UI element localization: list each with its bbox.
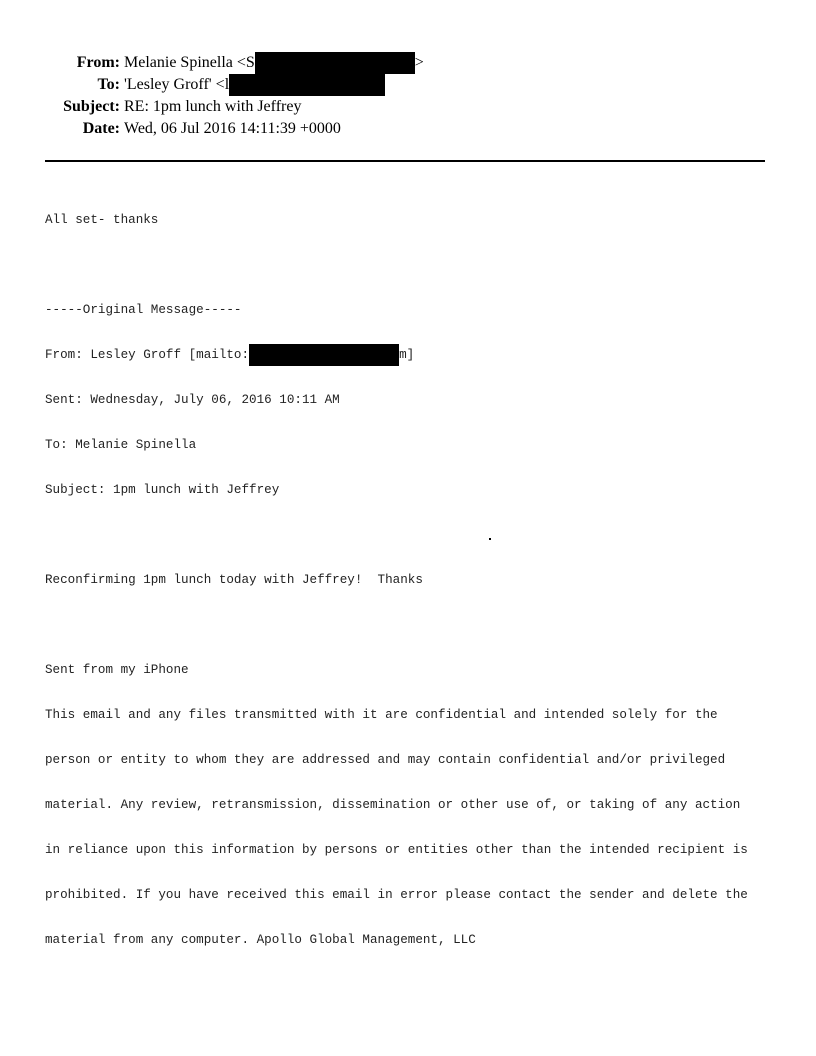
original-from-prefix: From: Lesley Groff [mailto: — [45, 348, 250, 362]
to-label: To: — [97, 76, 120, 93]
subject-row — [0, 96, 816, 118]
original-subject-line: Subject: 1pm lunch with Jeffrey — [45, 483, 280, 497]
subject-label: Subject: — [63, 98, 120, 115]
email-body — [45, 183, 785, 963]
date-row — [0, 118, 816, 140]
to-row — [0, 74, 816, 96]
disclaimer-line: person or entity to whom they are addressed and may contain confidential and/or privileged — [45, 753, 726, 767]
original-from-line — [45, 348, 785, 363]
disclaimer-line: prohibited. If you have received this email in error please contact the sender and delete the — [45, 888, 748, 902]
from-name: Melanie Spinella <S — [124, 54, 255, 71]
stray-dot-mark — [489, 538, 491, 540]
disclaimer-line: material from any computer. Apollo Global Management, LLC — [45, 933, 476, 947]
email-header — [0, 52, 816, 140]
spacer — [45, 618, 785, 633]
redaction-box — [255, 52, 415, 74]
to-value — [124, 74, 385, 96]
reply-text: All set- thanks — [45, 213, 159, 227]
redaction-box — [249, 344, 399, 366]
header-divider — [45, 160, 765, 162]
to-name: 'Lesley Groff' <l — [124, 76, 230, 93]
disclaimer-line: material. Any review, retransmission, dissemination or other use of, or taking of any action — [45, 798, 741, 812]
date-value: Wed, 06 Jul 2016 14:11:39 +0000 — [124, 120, 341, 137]
spacer — [45, 258, 785, 273]
date-label: Date: — [82, 120, 120, 137]
from-label: From: — [76, 54, 120, 71]
spacer — [45, 528, 785, 543]
original-message-marker: -----Original Message----- — [45, 303, 242, 317]
disclaimer-line: in reliance upon this information by persons or entities other than the intended recipient is — [45, 843, 748, 857]
original-to-line: To: Melanie Spinella — [45, 438, 197, 452]
from-value — [124, 52, 424, 74]
signature-line: Sent from my iPhone — [45, 663, 189, 677]
disclaimer-line: This email and any files transmitted with it are confidential and intended solely for the — [45, 708, 718, 722]
original-from-suffix: m] — [399, 348, 415, 362]
original-sent-line: Sent: Wednesday, July 06, 2016 10:11 AM — [45, 393, 340, 407]
subject-value: RE: 1pm lunch with Jeffrey — [124, 98, 302, 115]
from-tail: > — [414, 54, 424, 71]
from-row — [0, 52, 816, 74]
original-message-text: Reconfirming 1pm lunch today with Jeffrey! Thanks — [45, 573, 423, 587]
redaction-box — [229, 74, 385, 96]
